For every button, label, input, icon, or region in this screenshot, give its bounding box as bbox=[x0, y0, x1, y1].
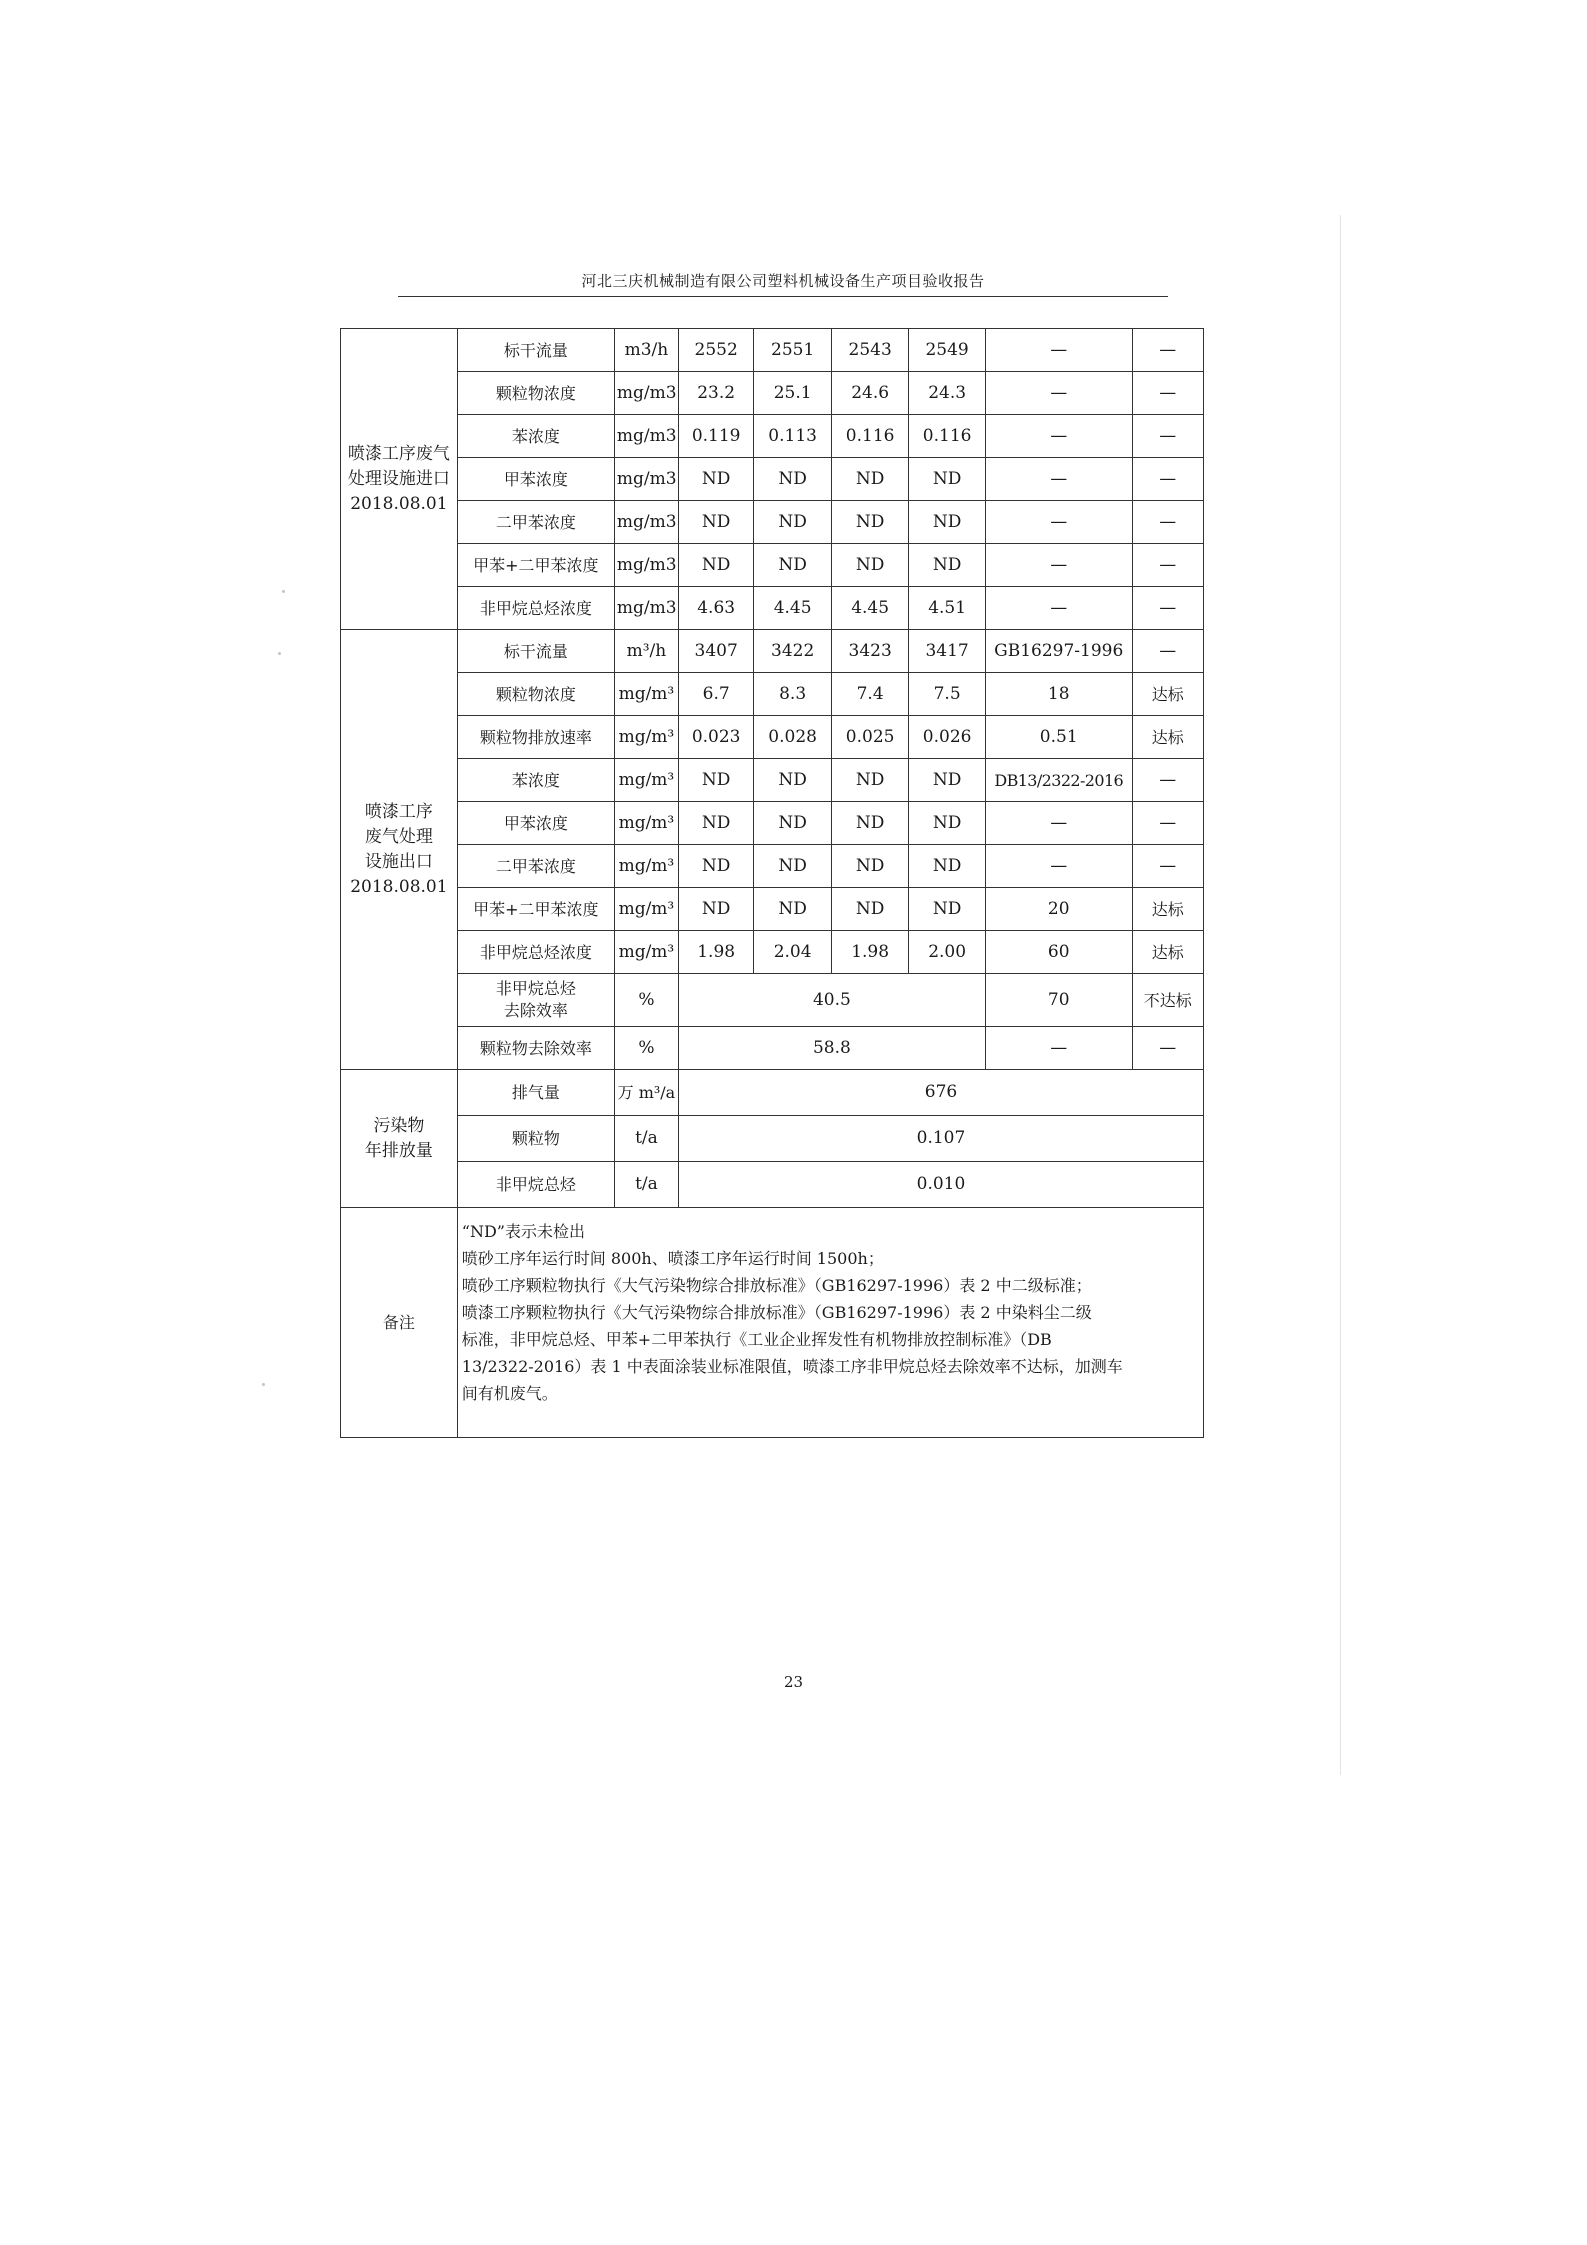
scan-spot bbox=[278, 652, 281, 655]
table-row bbox=[341, 974, 1204, 1027]
result-cell: 达标 bbox=[1132, 888, 1203, 931]
table-row bbox=[341, 716, 1204, 759]
page-number: 23 bbox=[783, 1673, 804, 1691]
value-cell: 4.51 bbox=[909, 587, 985, 630]
scan-spot bbox=[282, 590, 285, 593]
item-name: 颗粒物浓度 bbox=[457, 673, 614, 716]
value-cell: 58.8 bbox=[678, 1027, 985, 1070]
table-row bbox=[341, 1070, 1204, 1116]
result-cell: — bbox=[1132, 759, 1203, 802]
value-cell: ND bbox=[909, 845, 985, 888]
item-name: 二甲苯浓度 bbox=[457, 845, 614, 888]
report-header: 河北三庆机械制造有限公司塑料机械设备生产项目验收报告 bbox=[581, 272, 985, 290]
table-row bbox=[341, 1162, 1204, 1208]
value-cell: ND bbox=[678, 501, 753, 544]
result-cell: — bbox=[1132, 1027, 1203, 1070]
result-cell: 不达标 bbox=[1132, 974, 1203, 1027]
value-cell: ND bbox=[831, 759, 909, 802]
unit: m3/h bbox=[614, 329, 678, 372]
unit: mg/m³ bbox=[614, 759, 678, 802]
value-cell: ND bbox=[754, 544, 832, 587]
value-cell: 0.028 bbox=[754, 716, 832, 759]
unit: mg/m3 bbox=[614, 544, 678, 587]
remarks-label: 备注 bbox=[341, 1208, 458, 1438]
value-cell: 2552 bbox=[678, 329, 753, 372]
standard-cell: — bbox=[985, 372, 1132, 415]
value-cell: 7.5 bbox=[909, 673, 985, 716]
value-cell: ND bbox=[831, 544, 909, 587]
unit: mg/m3 bbox=[614, 458, 678, 501]
remarks-text bbox=[457, 1208, 1203, 1438]
value-cell: 2.00 bbox=[909, 931, 985, 974]
standard-cell: DB13/2322-2016 bbox=[985, 759, 1132, 802]
monitoring-table bbox=[340, 328, 1204, 1438]
unit: t/a bbox=[614, 1162, 678, 1208]
remarks-line: 13/2322-2016）表 1 中表面涂装业标准限值，喷漆工序非甲烷总烃去除效率不达标，加测车 bbox=[461, 1357, 1123, 1376]
value-cell: 1.98 bbox=[831, 931, 909, 974]
value-cell: ND bbox=[909, 501, 985, 544]
remarks-line: 喷砂工序颗粒物执行《大气污染物综合排放标准》（GB16297-1996）表 2 中二级标准； bbox=[461, 1276, 1092, 1295]
table-row bbox=[341, 415, 1204, 458]
unit: mg/m3 bbox=[614, 415, 678, 458]
value-cell: ND bbox=[909, 802, 985, 845]
unit: mg/m³ bbox=[614, 673, 678, 716]
standard-cell: — bbox=[985, 1027, 1132, 1070]
value-cell: ND bbox=[754, 802, 832, 845]
table-row bbox=[341, 759, 1204, 802]
standard-cell: — bbox=[985, 802, 1132, 845]
standard-cell: 70 bbox=[985, 974, 1132, 1027]
item-name: 甲苯+二甲苯浓度 bbox=[457, 888, 614, 931]
value-cell: ND bbox=[831, 845, 909, 888]
value-cell: ND bbox=[678, 802, 753, 845]
item-name: 颗粒物浓度 bbox=[457, 372, 614, 415]
result-cell: — bbox=[1132, 587, 1203, 630]
result-cell: — bbox=[1132, 458, 1203, 501]
value-cell: 3417 bbox=[909, 630, 985, 673]
unit: mg/m3 bbox=[614, 501, 678, 544]
unit: mg/m3 bbox=[614, 372, 678, 415]
item-name: 颗粒物 bbox=[457, 1116, 614, 1162]
value-cell: ND bbox=[909, 458, 985, 501]
table-row bbox=[341, 1027, 1204, 1070]
standard-cell: 60 bbox=[985, 931, 1132, 974]
value-cell: 3422 bbox=[754, 630, 832, 673]
value-cell: 4.45 bbox=[831, 587, 909, 630]
value-cell: 40.5 bbox=[678, 974, 985, 1027]
result-cell: 达标 bbox=[1132, 931, 1203, 974]
result-cell: 达标 bbox=[1132, 673, 1203, 716]
table-row bbox=[341, 931, 1204, 974]
item-name: 标干流量 bbox=[457, 630, 614, 673]
value-cell: 0.010 bbox=[678, 1162, 1203, 1208]
value-cell: 0.116 bbox=[831, 415, 909, 458]
value-cell: ND bbox=[678, 544, 753, 587]
value-cell: 0.026 bbox=[909, 716, 985, 759]
standard-cell: 18 bbox=[985, 673, 1132, 716]
value-cell: 2.04 bbox=[754, 931, 832, 974]
value-cell: ND bbox=[831, 888, 909, 931]
item-name: 非甲烷总烃浓度 bbox=[457, 587, 614, 630]
item-name: 标干流量 bbox=[457, 329, 614, 372]
unit: % bbox=[614, 974, 678, 1027]
table-row bbox=[341, 329, 1204, 372]
result-cell: — bbox=[1132, 802, 1203, 845]
value-cell: 2543 bbox=[831, 329, 909, 372]
table-row bbox=[341, 587, 1204, 630]
result-cell: — bbox=[1132, 501, 1203, 544]
value-cell: 6.7 bbox=[678, 673, 753, 716]
unit: mg/m³ bbox=[614, 931, 678, 974]
standard-cell: 0.51 bbox=[985, 716, 1132, 759]
item-name: 甲苯+二甲苯浓度 bbox=[457, 544, 614, 587]
value-cell: 25.1 bbox=[754, 372, 832, 415]
value-cell: ND bbox=[678, 458, 753, 501]
value-cell: 8.3 bbox=[754, 673, 832, 716]
value-cell: ND bbox=[909, 888, 985, 931]
value-cell: ND bbox=[831, 802, 909, 845]
item-name: 排气量 bbox=[457, 1070, 614, 1116]
item-name: 非甲烷总烃 去除效率 bbox=[457, 974, 614, 1027]
standard-cell: 20 bbox=[985, 888, 1132, 931]
item-name: 非甲烷总烃 bbox=[457, 1162, 614, 1208]
remarks-line: 喷砂工序年运行时间 800h、喷漆工序年运行时间 1500h； bbox=[461, 1249, 884, 1268]
value-cell: 4.45 bbox=[754, 587, 832, 630]
value-cell: ND bbox=[678, 845, 753, 888]
table-row bbox=[341, 1116, 1204, 1162]
value-cell: ND bbox=[909, 544, 985, 587]
value-cell: ND bbox=[831, 501, 909, 544]
value-cell: 676 bbox=[678, 1070, 1203, 1116]
unit: mg/m³ bbox=[614, 845, 678, 888]
value-cell: ND bbox=[909, 759, 985, 802]
value-cell: 3407 bbox=[678, 630, 753, 673]
unit: 万 m³/a bbox=[614, 1070, 678, 1116]
value-cell: 0.119 bbox=[678, 415, 753, 458]
table-row bbox=[341, 372, 1204, 415]
item-name: 苯浓度 bbox=[457, 415, 614, 458]
remarks-line: “ND”表示未检出 bbox=[461, 1222, 585, 1241]
outlet-group-label: 喷漆工序 废气处理 设施出口 2018.08.01 bbox=[341, 630, 458, 1070]
inlet-group-label: 喷漆工序废气 处理设施进口 2018.08.01 bbox=[341, 329, 458, 630]
value-cell: 2549 bbox=[909, 329, 985, 372]
remarks-row bbox=[341, 1208, 1204, 1438]
value-cell: ND bbox=[678, 888, 753, 931]
result-cell: — bbox=[1132, 845, 1203, 888]
table-row bbox=[341, 673, 1204, 716]
value-cell: 0.116 bbox=[909, 415, 985, 458]
table-row bbox=[341, 544, 1204, 587]
standard-cell: — bbox=[985, 845, 1132, 888]
standard-cell: — bbox=[985, 501, 1132, 544]
item-name: 非甲烷总烃浓度 bbox=[457, 931, 614, 974]
remarks-line: 喷漆工序颗粒物执行《大气污染物综合排放标准》（GB16297-1996）表 2 中染料尘二级 bbox=[461, 1303, 1092, 1322]
unit: mg/m³ bbox=[614, 716, 678, 759]
item-name: 甲苯浓度 bbox=[457, 458, 614, 501]
remarks-line: 标准，非甲烷总烃、甲苯+二甲苯执行《工业企业挥发性有机物排放控制标准》（DB bbox=[461, 1330, 1052, 1349]
standard-cell: — bbox=[985, 458, 1132, 501]
value-cell: 0.113 bbox=[754, 415, 832, 458]
result-cell: — bbox=[1132, 544, 1203, 587]
result-cell: 达标 bbox=[1132, 716, 1203, 759]
table-row bbox=[341, 501, 1204, 544]
value-cell: ND bbox=[754, 845, 832, 888]
standard-cell: — bbox=[985, 544, 1132, 587]
value-cell: ND bbox=[678, 759, 753, 802]
item-name: 二甲苯浓度 bbox=[457, 501, 614, 544]
result-cell: — bbox=[1132, 329, 1203, 372]
value-cell: 23.2 bbox=[678, 372, 753, 415]
unit: % bbox=[614, 1027, 678, 1070]
unit: m³/h bbox=[614, 630, 678, 673]
standard-cell: — bbox=[985, 415, 1132, 458]
page-edge bbox=[1340, 215, 1341, 1775]
item-name: 颗粒物排放速率 bbox=[457, 716, 614, 759]
value-cell: 1.98 bbox=[678, 931, 753, 974]
value-cell: ND bbox=[831, 458, 909, 501]
standard-cell: GB16297-1996 bbox=[985, 630, 1132, 673]
value-cell: 7.4 bbox=[831, 673, 909, 716]
remarks-line: 间有机废气。 bbox=[461, 1384, 558, 1403]
table-row bbox=[341, 630, 1204, 673]
unit: mg/m³ bbox=[614, 802, 678, 845]
value-cell: 2551 bbox=[754, 329, 832, 372]
annual-group-label: 污染物 年排放量 bbox=[341, 1070, 458, 1208]
item-name: 苯浓度 bbox=[457, 759, 614, 802]
value-cell: 4.63 bbox=[678, 587, 753, 630]
value-cell: 0.025 bbox=[831, 716, 909, 759]
item-name: 甲苯浓度 bbox=[457, 802, 614, 845]
standard-cell: — bbox=[985, 587, 1132, 630]
value-cell: ND bbox=[754, 458, 832, 501]
table-row bbox=[341, 845, 1204, 888]
value-cell: 0.107 bbox=[678, 1116, 1203, 1162]
result-cell: — bbox=[1132, 630, 1203, 673]
value-cell: 24.6 bbox=[831, 372, 909, 415]
standard-cell: — bbox=[985, 329, 1132, 372]
value-cell: 3423 bbox=[831, 630, 909, 673]
value-cell: ND bbox=[754, 759, 832, 802]
value-cell: 24.3 bbox=[909, 372, 985, 415]
value-cell: 0.023 bbox=[678, 716, 753, 759]
value-cell: ND bbox=[754, 501, 832, 544]
unit: mg/m³ bbox=[614, 888, 678, 931]
unit: t/a bbox=[614, 1116, 678, 1162]
table-row bbox=[341, 888, 1204, 931]
result-cell: — bbox=[1132, 415, 1203, 458]
result-cell: — bbox=[1132, 372, 1203, 415]
header-rule bbox=[398, 296, 1168, 297]
item-name: 颗粒物去除效率 bbox=[457, 1027, 614, 1070]
value-cell: ND bbox=[754, 888, 832, 931]
table-row bbox=[341, 802, 1204, 845]
scan-spot bbox=[262, 1383, 265, 1386]
table-row bbox=[341, 458, 1204, 501]
unit: mg/m3 bbox=[614, 587, 678, 630]
